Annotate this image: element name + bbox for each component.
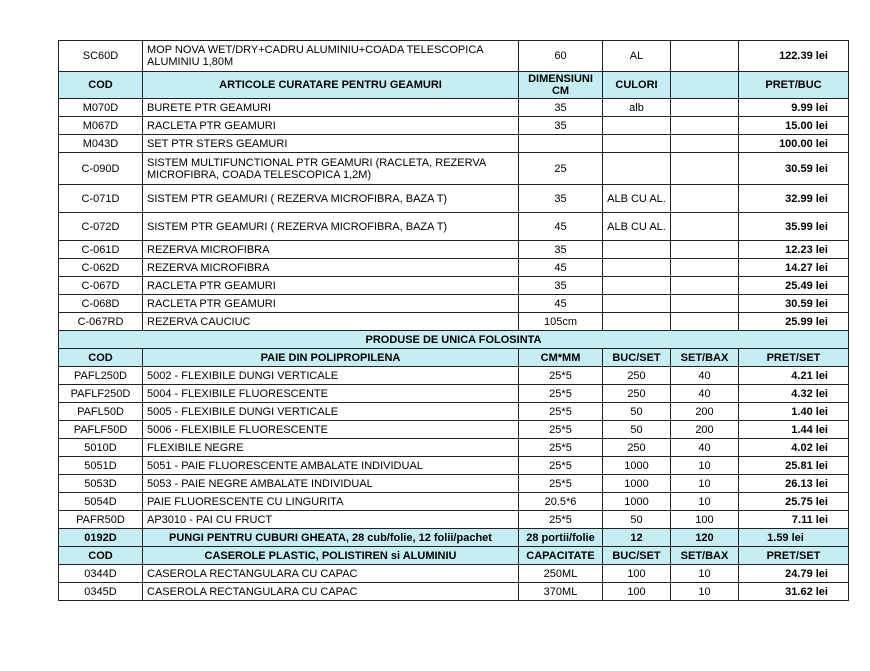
empty-cell bbox=[671, 117, 739, 135]
product-dimension: 45 bbox=[519, 259, 603, 277]
product-description: SET PTR STERS GEAMURI bbox=[143, 135, 519, 153]
column-header-price: PRET/BUC bbox=[739, 72, 849, 99]
table-row bbox=[59, 475, 849, 493]
product-code: PAFL250D bbox=[59, 367, 143, 385]
table-row bbox=[59, 185, 849, 213]
table-row bbox=[59, 313, 849, 331]
product-code: M043D bbox=[59, 135, 143, 153]
table-row bbox=[59, 259, 849, 277]
product-description: RACLETA PTR GEAMURI bbox=[143, 117, 519, 135]
product-code: 5053D bbox=[59, 475, 143, 493]
product-price: 100.00 lei bbox=[739, 135, 849, 153]
product-dimension: 20.5*6 bbox=[519, 493, 603, 511]
product-per-set: 250 bbox=[603, 385, 671, 403]
product-price: 15.00 lei bbox=[739, 117, 849, 135]
product-per-set: 50 bbox=[603, 511, 671, 529]
table-row bbox=[59, 565, 849, 583]
product-color bbox=[603, 135, 671, 153]
product-per-box: 120 bbox=[671, 529, 739, 547]
column-header-price: PRET/SET bbox=[739, 547, 849, 565]
section-title: PRODUSE DE UNICA FOLOSINTA bbox=[59, 331, 849, 349]
product-price: 25.81 lei bbox=[739, 457, 849, 475]
product-price: 1.59 lei bbox=[739, 529, 849, 547]
product-dimension: 25*5 bbox=[519, 385, 603, 403]
product-per-set: 250 bbox=[603, 367, 671, 385]
product-price: 7.11 lei bbox=[739, 511, 849, 529]
table-row bbox=[59, 511, 849, 529]
product-price: 4.21 lei bbox=[739, 367, 849, 385]
product-dimension: 25*5 bbox=[519, 439, 603, 457]
table-row bbox=[59, 117, 849, 135]
table-row bbox=[59, 493, 849, 511]
product-code: C-067D bbox=[59, 277, 143, 295]
product-dimension: 25*5 bbox=[519, 421, 603, 439]
product-price: 122.39 lei bbox=[739, 41, 849, 72]
product-price: 30.59 lei bbox=[739, 153, 849, 185]
product-price: 24.79 lei bbox=[739, 565, 849, 583]
empty-cell bbox=[671, 213, 739, 241]
empty-cell bbox=[671, 259, 739, 277]
column-header-dimension: DIMENSIUNI CM bbox=[519, 72, 603, 99]
product-price: 32.99 lei bbox=[739, 185, 849, 213]
product-per-box: 10 bbox=[671, 475, 739, 493]
product-capacity: 370ML bbox=[519, 583, 603, 601]
product-color: ALB CU AL. bbox=[603, 213, 671, 241]
product-code: M070D bbox=[59, 99, 143, 117]
section-row bbox=[59, 331, 849, 349]
product-per-set: 100 bbox=[603, 583, 671, 601]
product-price: 25.49 lei bbox=[739, 277, 849, 295]
product-per-box: 10 bbox=[671, 565, 739, 583]
product-color bbox=[603, 153, 671, 185]
product-dimension: 25*5 bbox=[519, 511, 603, 529]
product-per-box: 40 bbox=[671, 385, 739, 403]
product-code: C-072D bbox=[59, 213, 143, 241]
table-row bbox=[59, 367, 849, 385]
product-dimension: 35 bbox=[519, 185, 603, 213]
empty-cell bbox=[671, 72, 739, 99]
product-dimension: 35 bbox=[519, 117, 603, 135]
product-price: 1.44 lei bbox=[739, 421, 849, 439]
product-dimension: 45 bbox=[519, 295, 603, 313]
product-dimension: 35 bbox=[519, 99, 603, 117]
column-header-per-box: SET/BAX bbox=[671, 349, 739, 367]
table-row bbox=[59, 403, 849, 421]
product-description: 5004 - FLEXIBILE FLUORESCENTE bbox=[143, 385, 519, 403]
column-header-color: CULORI bbox=[603, 72, 671, 99]
product-color: AL bbox=[603, 41, 671, 72]
empty-cell bbox=[671, 99, 739, 117]
product-code: SC60D bbox=[59, 41, 143, 72]
product-per-set: 1000 bbox=[603, 457, 671, 475]
section-title: CASEROLE PLASTIC, POLISTIREN si ALUMINIU bbox=[143, 547, 519, 565]
product-color bbox=[603, 277, 671, 295]
product-description: PAIE FLUORESCENTE CU LINGURITA bbox=[143, 493, 519, 511]
product-price: 30.59 lei bbox=[739, 295, 849, 313]
product-dimension: 25*5 bbox=[519, 367, 603, 385]
table-row bbox=[59, 153, 849, 185]
empty-cell bbox=[671, 241, 739, 259]
product-description: BURETE PTR GEAMURI bbox=[143, 99, 519, 117]
product-per-box: 10 bbox=[671, 493, 739, 511]
column-header-code: COD bbox=[59, 349, 143, 367]
product-dimension: 35 bbox=[519, 241, 603, 259]
product-code: C-071D bbox=[59, 185, 143, 213]
product-price: 4.02 lei bbox=[739, 439, 849, 457]
product-price: 35.99 lei bbox=[739, 213, 849, 241]
product-dimension: 35 bbox=[519, 277, 603, 295]
product-per-set: 1000 bbox=[603, 493, 671, 511]
product-price: 14.27 lei bbox=[739, 259, 849, 277]
empty-cell bbox=[671, 41, 739, 72]
product-dimension: 28 portii/folie bbox=[519, 529, 603, 547]
column-header-capacity: CAPACITATE bbox=[519, 547, 603, 565]
column-header-code: COD bbox=[59, 72, 143, 99]
product-description: SISTEM MULTIFUNCTIONAL PTR GEAMURI (RACLETA, REZERVA MICROFIBRA, COADA TELESCOPICA 1,2M) bbox=[143, 153, 519, 185]
product-description: RACLETA PTR GEAMURI bbox=[143, 277, 519, 295]
product-per-set: 50 bbox=[603, 403, 671, 421]
product-code: PAFLF50D bbox=[59, 421, 143, 439]
product-color: alb bbox=[603, 99, 671, 117]
product-dimension: 25*5 bbox=[519, 403, 603, 421]
product-description: SISTEM PTR GEAMURI ( REZERVA MICROFIBRA, BAZA T) bbox=[143, 213, 519, 241]
product-per-set: 50 bbox=[603, 421, 671, 439]
empty-cell bbox=[671, 295, 739, 313]
product-description: 5053 - PAIE NEGRE AMBALATE INDIVIDUAL bbox=[143, 475, 519, 493]
product-price: 12.23 lei bbox=[739, 241, 849, 259]
product-description: SISTEM PTR GEAMURI ( REZERVA MICROFIBRA, BAZA T) bbox=[143, 185, 519, 213]
product-code: 5010D bbox=[59, 439, 143, 457]
product-per-box: 200 bbox=[671, 421, 739, 439]
price-list-body bbox=[59, 41, 849, 601]
empty-cell bbox=[671, 135, 739, 153]
product-price: 25.75 lei bbox=[739, 493, 849, 511]
product-code: M067D bbox=[59, 117, 143, 135]
table-row bbox=[59, 135, 849, 153]
table-row bbox=[59, 241, 849, 259]
product-code: C-090D bbox=[59, 153, 143, 185]
product-code: 5051D bbox=[59, 457, 143, 475]
product-per-box: 10 bbox=[671, 583, 739, 601]
product-color bbox=[603, 241, 671, 259]
product-code: 5054D bbox=[59, 493, 143, 511]
section-header-row bbox=[59, 72, 849, 99]
product-color: ALB CU AL. bbox=[603, 185, 671, 213]
empty-cell bbox=[671, 185, 739, 213]
table-row bbox=[59, 457, 849, 475]
product-dimension: 105cm bbox=[519, 313, 603, 331]
column-header-per-set: BUC/SET bbox=[603, 547, 671, 565]
section-title: PAIE DIN POLIPROPILENA bbox=[143, 349, 519, 367]
product-per-box: 100 bbox=[671, 511, 739, 529]
product-dimension: 60 bbox=[519, 41, 603, 72]
table-row bbox=[59, 277, 849, 295]
column-header-per-box: SET/BAX bbox=[671, 547, 739, 565]
product-color bbox=[603, 259, 671, 277]
column-header-code: COD bbox=[59, 547, 143, 565]
table-row bbox=[59, 439, 849, 457]
product-per-set: 250 bbox=[603, 439, 671, 457]
product-description: REZERVA MICROFIBRA bbox=[143, 259, 519, 277]
product-code: 0345D bbox=[59, 583, 143, 601]
product-color bbox=[603, 295, 671, 313]
table-row bbox=[59, 583, 849, 601]
section-header-row bbox=[59, 547, 849, 565]
empty-cell bbox=[671, 313, 739, 331]
product-per-box: 10 bbox=[671, 457, 739, 475]
empty-cell bbox=[671, 153, 739, 185]
product-description: AP3010 - PAI CU FRUCT bbox=[143, 511, 519, 529]
product-dimension: 25*5 bbox=[519, 475, 603, 493]
product-code: PAFR50D bbox=[59, 511, 143, 529]
table-row bbox=[59, 385, 849, 403]
product-color bbox=[603, 117, 671, 135]
product-per-set: 1000 bbox=[603, 475, 671, 493]
table-row bbox=[59, 99, 849, 117]
column-header-price: PRET/SET bbox=[739, 349, 849, 367]
table-row-highlight bbox=[59, 529, 849, 547]
product-description: MOP NOVA WET/DRY+CADRU ALUMINIU+COADA TELESCOPICA ALUMINIU 1,80M bbox=[143, 41, 519, 72]
table-row bbox=[59, 421, 849, 439]
product-price: 9.99 lei bbox=[739, 99, 849, 117]
product-per-box: 40 bbox=[671, 439, 739, 457]
product-description: 5002 - FLEXIBILE DUNGI VERTICALE bbox=[143, 367, 519, 385]
section-title: ARTICOLE CURATARE PENTRU GEAMURI bbox=[143, 72, 519, 99]
product-dimension: 45 bbox=[519, 213, 603, 241]
product-price: 26.13 lei bbox=[739, 475, 849, 493]
product-description: 5051 - PAIE FLUORESCENTE AMBALATE INDIVIDUAL bbox=[143, 457, 519, 475]
product-dimension: 25*5 bbox=[519, 457, 603, 475]
product-color bbox=[603, 313, 671, 331]
product-description: FLEXIBILE NEGRE bbox=[143, 439, 519, 457]
empty-cell bbox=[671, 277, 739, 295]
price-list-table bbox=[58, 40, 849, 601]
product-description: REZERVA MICROFIBRA bbox=[143, 241, 519, 259]
section-header-row bbox=[59, 349, 849, 367]
product-code: 0192D bbox=[59, 529, 143, 547]
product-description: CASEROLA RECTANGULARA CU CAPAC bbox=[143, 583, 519, 601]
table-row bbox=[59, 295, 849, 313]
product-dimension: 25 bbox=[519, 153, 603, 185]
product-description: RACLETA PTR GEAMURI bbox=[143, 295, 519, 313]
product-price: 1.40 lei bbox=[739, 403, 849, 421]
product-description: 5006 - FLEXIBILE FLUORESCENTE bbox=[143, 421, 519, 439]
product-per-set: 12 bbox=[603, 529, 671, 547]
product-dimension bbox=[519, 135, 603, 153]
product-code: PAFL50D bbox=[59, 403, 143, 421]
product-description: CASEROLA RECTANGULARA CU CAPAC bbox=[143, 565, 519, 583]
product-description: PUNGI PENTRU CUBURI GHEATA, 28 cub/folie, 12 folii/pachet bbox=[143, 529, 519, 547]
column-header-per-set: BUC/SET bbox=[603, 349, 671, 367]
product-description: REZERVA CAUCIUC bbox=[143, 313, 519, 331]
product-code: C-067RD bbox=[59, 313, 143, 331]
product-per-box: 40 bbox=[671, 367, 739, 385]
column-header-dimension: CM*MM bbox=[519, 349, 603, 367]
product-price: 4.32 lei bbox=[739, 385, 849, 403]
table-row bbox=[59, 41, 849, 72]
product-description: 5005 - FLEXIBILE DUNGI VERTICALE bbox=[143, 403, 519, 421]
product-code: C-061D bbox=[59, 241, 143, 259]
product-code: 0344D bbox=[59, 565, 143, 583]
product-price: 31.62 lei bbox=[739, 583, 849, 601]
product-code: C-068D bbox=[59, 295, 143, 313]
product-code: C-062D bbox=[59, 259, 143, 277]
product-per-set: 100 bbox=[603, 565, 671, 583]
product-price: 25.99 lei bbox=[739, 313, 849, 331]
product-capacity: 250ML bbox=[519, 565, 603, 583]
product-per-box: 200 bbox=[671, 403, 739, 421]
product-code: PAFLF250D bbox=[59, 385, 143, 403]
table-row bbox=[59, 213, 849, 241]
